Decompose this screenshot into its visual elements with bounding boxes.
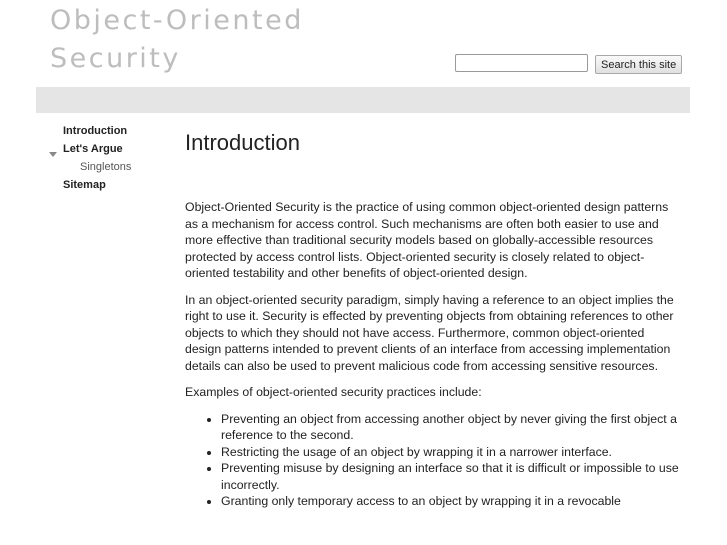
expand-triangle-icon[interactable] [49,152,57,157]
list-item: • Restricting the usage of an object by wrapping it in a narrower interface. [221,444,680,461]
page-content [185,199,680,510]
paragraph: Examples of object-oriented security practices include: [185,385,482,399]
sidebar-item-singletons[interactable]: Singletons [80,161,132,173]
sidebar-item-sitemap[interactable]: Sitemap [63,179,106,191]
sidebar-item-introduction[interactable]: Introduction [63,125,128,137]
site-title-line-2[interactable]: Security [50,43,181,74]
list-item: • Granting only temporary access to an object by wrapping it in a revocable [221,493,680,510]
navigation-bar [36,87,690,113]
search-input[interactable] [455,54,588,72]
practices-list [185,411,680,510]
site-title[interactable] [50,2,304,78]
sidebar-item-lets-argue[interactable]: Let's Argue [63,143,123,155]
list-item: • Preventing misuse by designing an interface so that it is difficult or impossible to use incorrectly. [221,460,680,493]
site-title-line-1[interactable]: Object-Oriented [50,5,304,36]
list-item: • Preventing an object from accessing another object by never giving the first object a reference to the second. [221,411,680,444]
paragraph: Object-Oriented Security is the practice of using common object-oriented design patterns as a mechanism for access control. Such mechanisms are often both easier to use and more effective than traditional security models based on globally-accessible resources protected by access control lists. Object-oriented security is closely related to object-oriented testability and other benefits of object-oriented design. [185,200,669,280]
paragraph: In an object-oriented security paradigm, simply having a reference to an object implies the right to use it. Security is effected by preventing objects from obtaining references to other objects to which they should not have access. Furthermore, common object-oriented design patterns intended to prevent clients of an interface from accessing implementation details can also be used to prevent malicious code from accessing sensitive resources. [185,292,674,373]
search-button[interactable]: Search this site [595,55,682,74]
page-title: Introduction [185,130,300,155]
